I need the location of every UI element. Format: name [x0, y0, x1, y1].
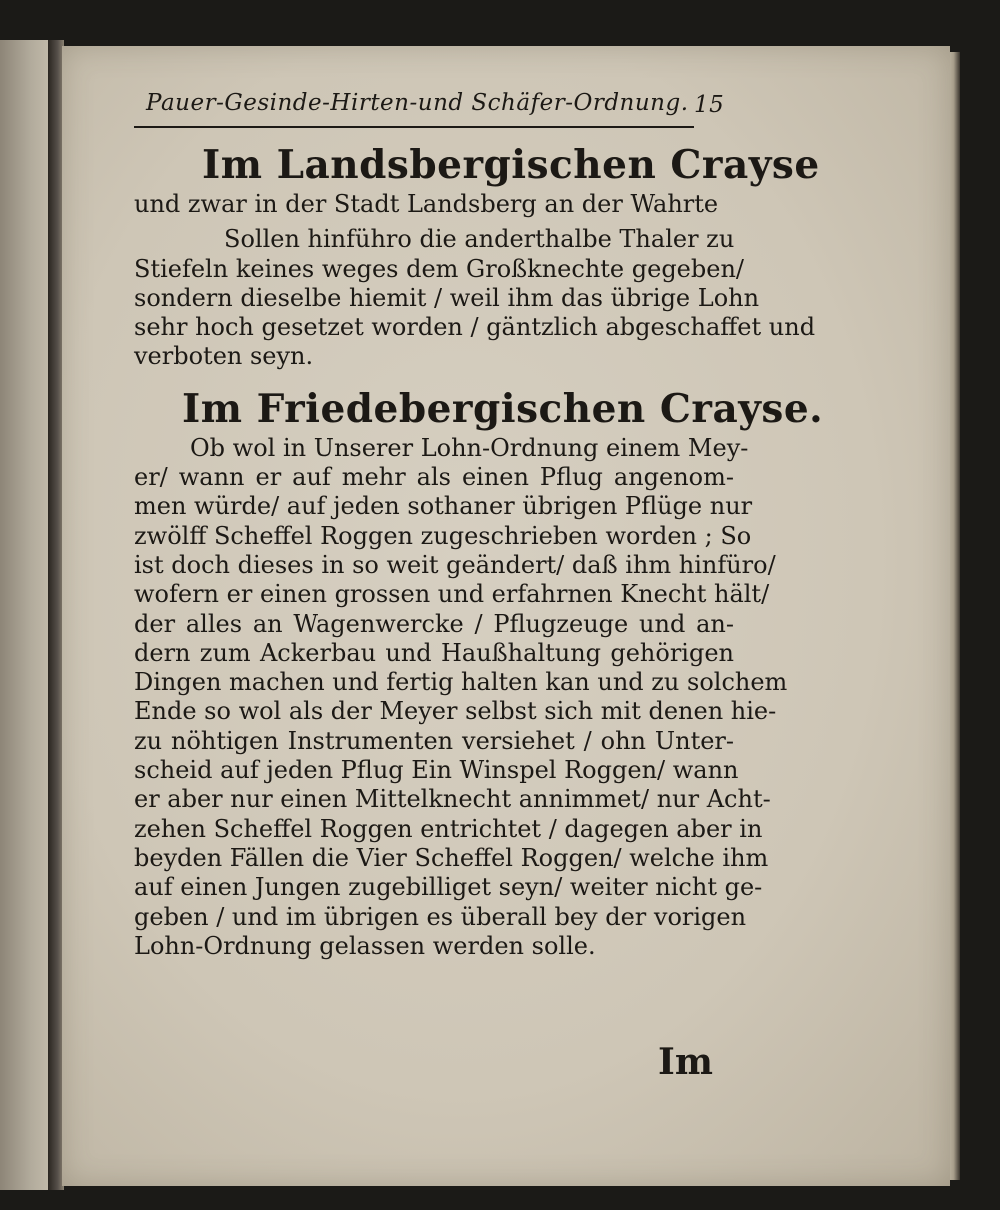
section-heading-landsberg: Im Landsbergischen Crayse	[202, 142, 820, 188]
paragraph-line: der alles an Wagenwercke / Pflugzeuge und an-	[134, 609, 734, 638]
paragraph-line: Ob wol in Unserer Lohn-Ordnung einem Mey-	[190, 433, 749, 462]
paragraph-line: zu nöhtigen Instrumenten versiehet / ohn Unter-	[134, 726, 734, 755]
paragraph-line: er/ wann er auf mehr als einen Pflug angenom-	[134, 463, 734, 492]
page	[62, 46, 950, 1186]
paragraph-line: scheid auf jeden Pflug Ein Winspel Roggen/ wann	[134, 756, 739, 785]
running-head-title: Pauer-Gesinde-Hirten-und Schäfer-Ordnung.	[146, 90, 689, 116]
section-heading-friedeberg: Im Friedebergischen Crayse.	[182, 385, 824, 432]
paragraph-line: men würde/ auf jeden sothaner übrigen Pflüge nur	[134, 492, 753, 521]
paragraph-line: auf einen Jungen zugebilliget seyn/ weiter nicht ge-	[134, 873, 763, 902]
paragraph-line: beyden Fällen die Vier Scheffel Roggen/ welche ihm	[134, 843, 769, 872]
header-rule	[134, 126, 694, 128]
paragraph-line: verboten seyn.	[134, 342, 314, 371]
paragraph-line: ist doch dieses in so weit geändert/ daß ihm hinfüro/	[134, 550, 776, 579]
running-head	[134, 86, 734, 130]
paragraph-line: dern zum Ackerbau und Haußhaltung gehörigen	[134, 638, 734, 667]
paragraph-line: zehen Scheffel Roggen entrichtet / dagegen aber in	[134, 814, 763, 843]
paragraph-line: Sollen hinführo die anderthalbe Thaler zu	[224, 225, 735, 254]
paragraph-line: er aber nur einen Mittelknecht annimmet/ nur Acht-	[134, 785, 771, 814]
page-number: 15	[694, 92, 725, 118]
paragraph-line: Dingen machen und fertig halten kan und zu solchem	[134, 668, 788, 697]
section-subheading-landsberg: und zwar in der Stadt Landsberg an der Wahrte	[134, 190, 719, 218]
paragraph-line: geben / und im übrigen es überall bey der vorigen	[134, 902, 747, 931]
paragraph-line: sehr hoch gesetzet worden / gäntzlich abgeschaffet und	[134, 313, 816, 342]
paragraph-line: Stiefeln keines weges dem Großknechte gegeben/	[134, 254, 744, 283]
paragraph-line: zwölff Scheffel Roggen zugeschrieben worden ; So	[134, 521, 752, 550]
paragraph-line: wofern er einen grossen und erfahrnen Knecht hält/	[134, 580, 770, 609]
paragraph-line: Ende so wol als der Meyer selbst sich mit denen hie-	[134, 697, 777, 726]
catchword: Im	[658, 1041, 713, 1083]
paragraph-line: sondern dieselbe hiemit / weil ihm das übrige Lohn	[134, 283, 760, 312]
page-text	[134, 86, 824, 1083]
paragraph-line: Lohn-Ordnung gelassen werden solle.	[134, 931, 596, 960]
